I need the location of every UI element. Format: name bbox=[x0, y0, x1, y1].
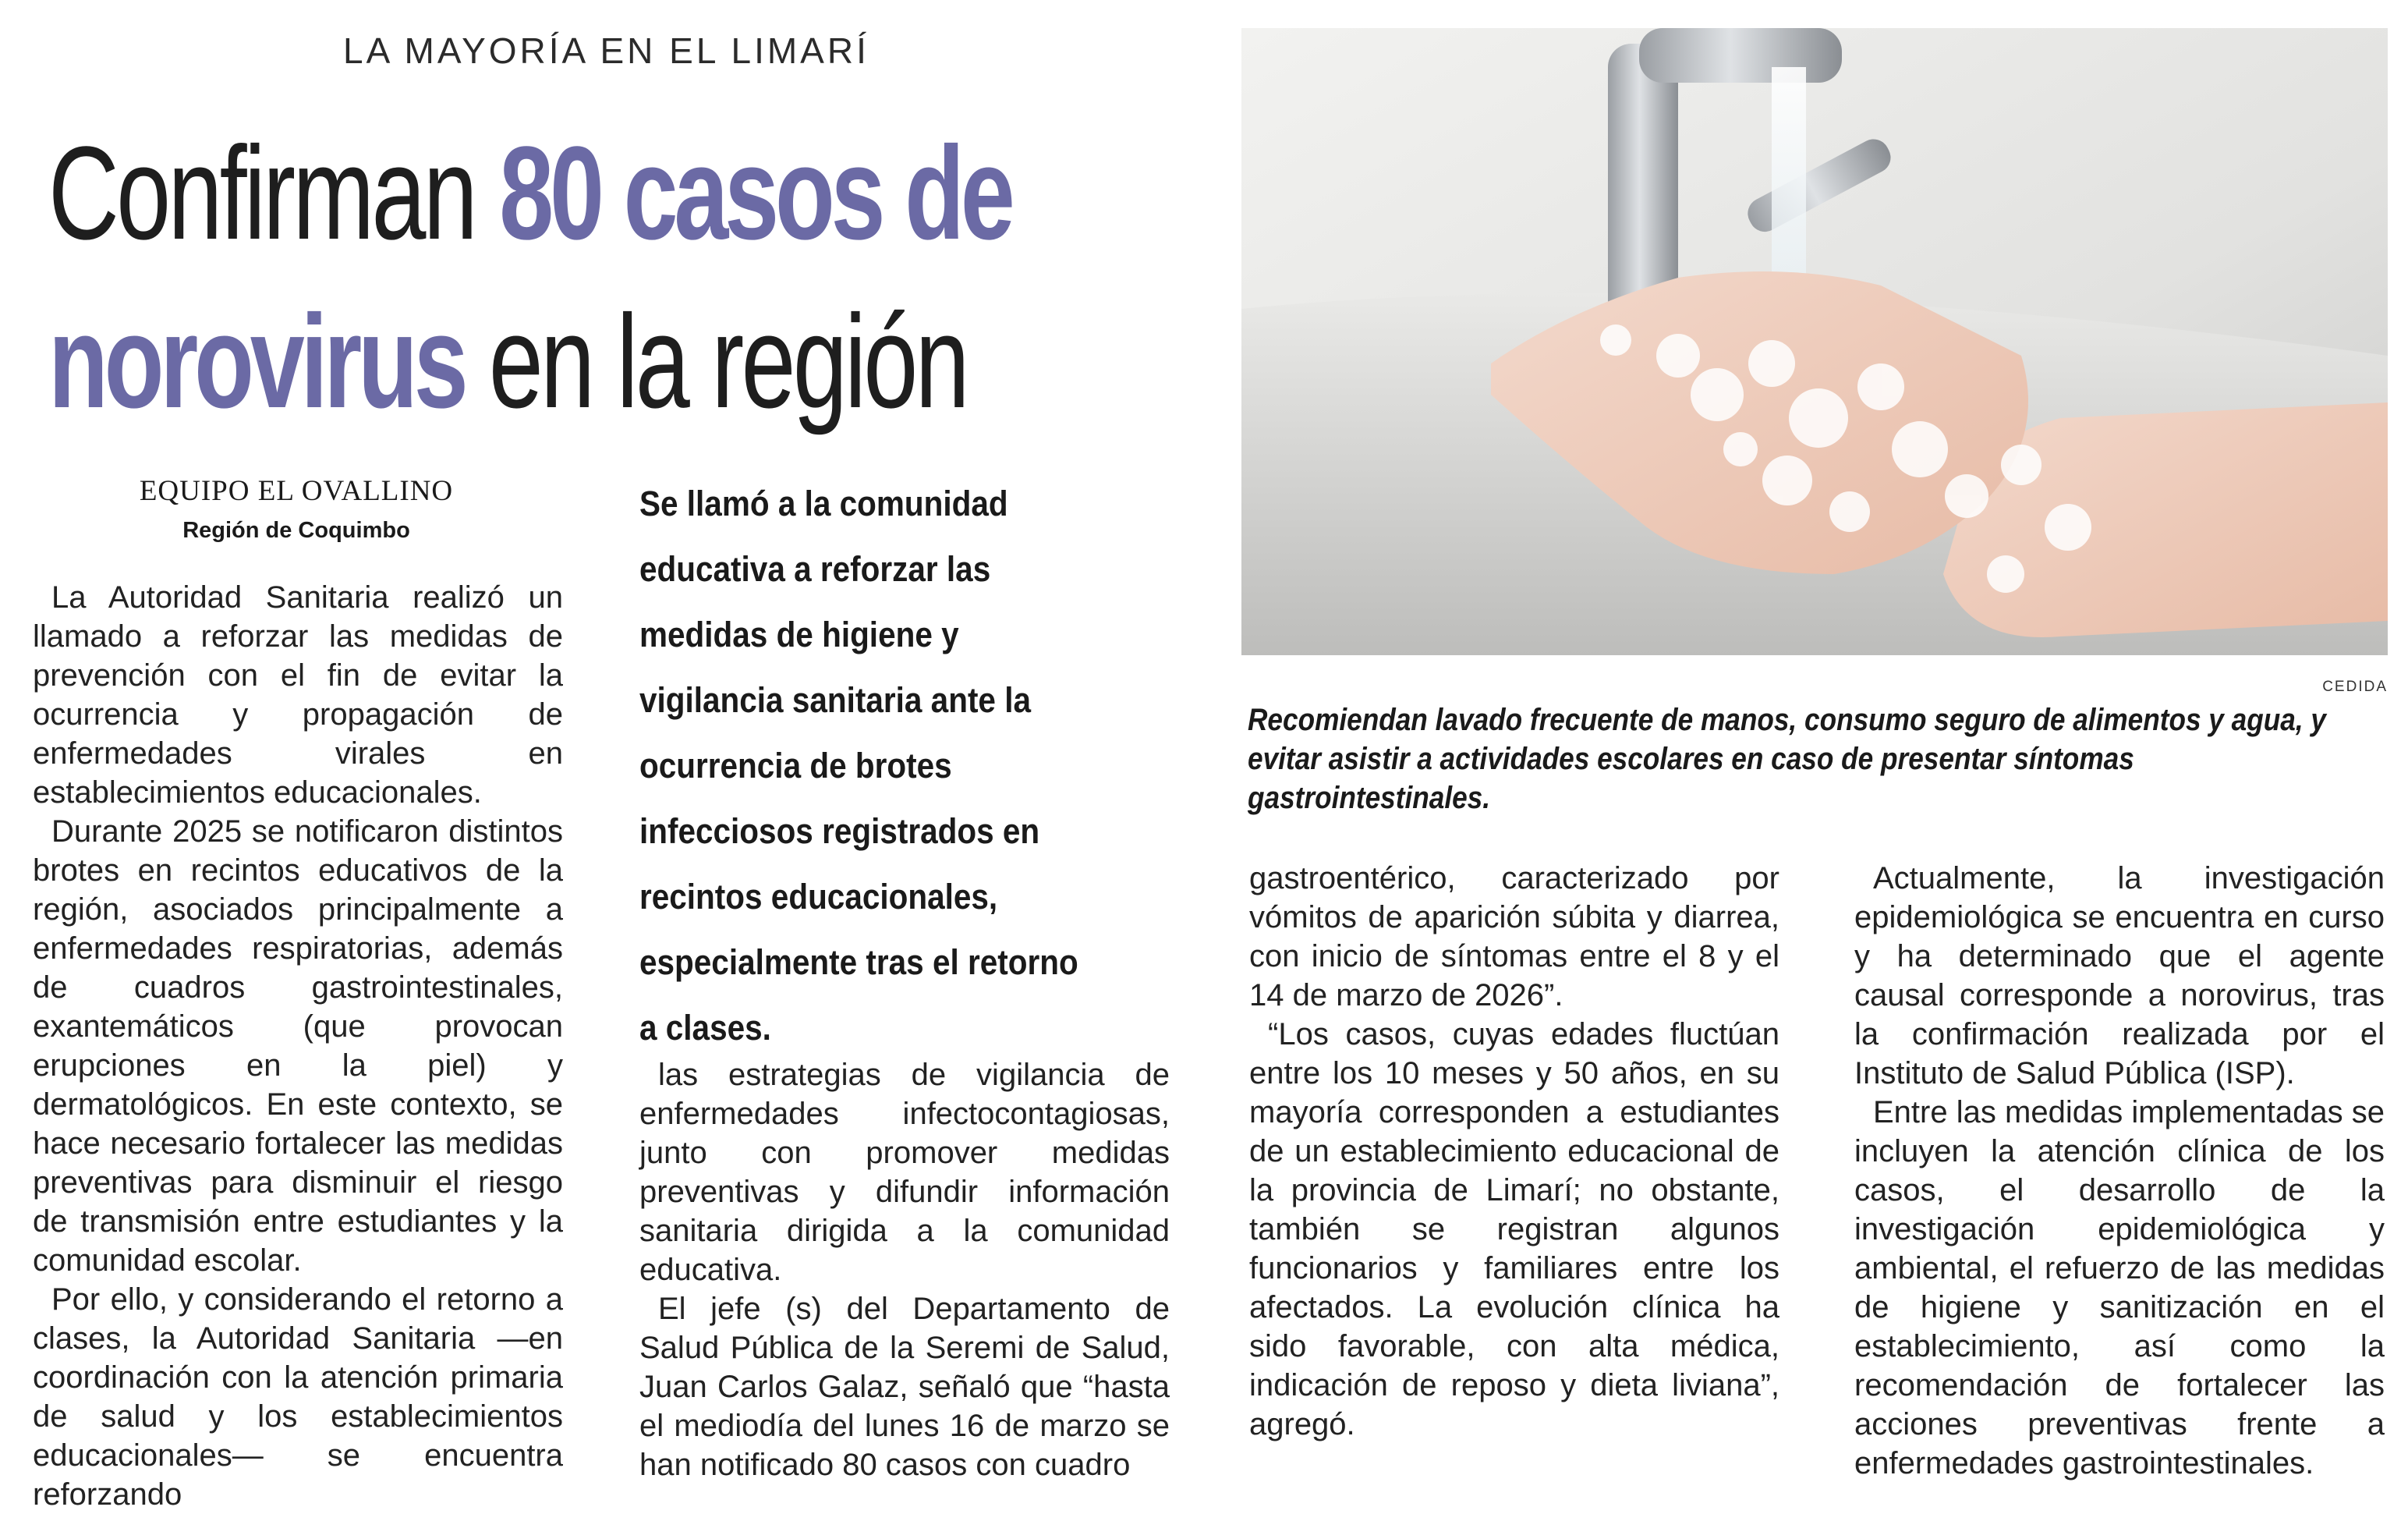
photo-caption: Recomiendan lavado frecuente de manos, consumo seguro de alimentos y agua, y evitar asistir a actividades escolares en caso de presentar síntomas gastrointestinales. bbox=[1248, 703, 2326, 815]
article-byline: EQUIPO EL OVALLINO bbox=[139, 475, 454, 507]
text-column-1 bbox=[33, 578, 563, 1514]
handwashing-illustration bbox=[1241, 28, 2388, 655]
paragraph: El jefe (s) del Departamento de Salud Pública de la Seremi de Salud, Juan Carlos Galaz, señaló que “hasta el mediodía del lunes 16 de marzo se han notificado 80 casos con cuadro bbox=[639, 1292, 1170, 1482]
paragraph: las estrategias de vigilancia de enfermedades infectocontagiosas, junto con promover medidas preventivas y difundir información sanitaria dirigida a la comunidad educativa. bbox=[639, 1058, 1170, 1287]
pull-quote: Se llamó a la comunidad educativa a reforzar las medidas de higiene y vigilancia sanitaria ante la ocurrencia de brotes infecciosos registrados en recintos educacionales, especialmente tras el retorno a clases. bbox=[639, 484, 1078, 1048]
paragraph: Durante 2025 se notificaron distintos brotes en recintos educativos de la región, asociados principalmente a enfermedades respiratorias, además de cuadros gastrointestinales, exantemáticos (que provocan erupciones en la piel) y dermatológicos. En este contexto, se hace necesario fortalecer las medidas preventivas para disminuir el riesgo de transmisión entre estudiantes y la comunidad escolar. bbox=[33, 814, 563, 1278]
paragraph: gastroentérico, caracterizado por vómitos de aparición súbita y diarrea, con inicio de síntomas entre el 8 y el 14 de marzo de 2026”. bbox=[1249, 861, 1779, 1012]
article-kicker: LA MAYORÍA EN EL LIMARÍ bbox=[343, 30, 869, 71]
article-headline bbox=[48, 109, 1011, 446]
article-photo bbox=[1241, 28, 2388, 655]
paragraph: “Los casos, cuyas edades fluctúan entre los 10 meses y 50 años, en su mayoría corresponden a estudiantes de un establecimiento educacional de la provincia de Limarí; no obstante, también se registran algunos funcionarios y familiares entre los afectados. La evolución clínica ha sido favorable, con alta médica, indicación de reposo y dieta liviana”, agregó. bbox=[1249, 1017, 1779, 1441]
text-column-4 bbox=[1854, 859, 2385, 1483]
paragraph: Por ello, y considerando el retorno a clases, la Autoridad Sanitaria —en coordinación con la atención primaria de salud y los establecimientos educacionales— se encuentra reforzando bbox=[33, 1282, 563, 1512]
headline-highlight-2: norovirus bbox=[48, 288, 465, 436]
text-column-2 bbox=[639, 1055, 1170, 1484]
headline-part-1: Confirman bbox=[48, 119, 500, 268]
paragraph: Actualmente, la investigación epidemiológica se encuentra en curso y ha determinado que el agente causal corresponde a norovirus, tras la confirmación realizada por el Instituto de Salud Pública (ISP). bbox=[1854, 861, 2385, 1090]
text-column-3 bbox=[1249, 859, 1779, 1444]
paragraph: La Autoridad Sanitaria realizó un llamado a reforzar las medidas de prevención con el fin de evitar la ocurrencia y propagación de enfermedades virales en establecimientos educacionales. bbox=[33, 580, 563, 810]
headline-highlight-1: 80 casos de bbox=[499, 119, 1011, 268]
faucet-spout bbox=[1639, 28, 1842, 83]
photo-credit: CEDIDA bbox=[2322, 679, 2388, 695]
article-byline-location: Región de Coquimbo bbox=[182, 518, 410, 543]
headline-part-2: en la región bbox=[464, 288, 967, 436]
paragraph: Entre las medidas implementadas se incluyen la atención clínica de los casos, el desarrollo de la investigación epidemiológica y ambiental, el refuerzo de las medidas de higiene y sanitización en el establecimiento, así como la recomendación de fortalecer las acciones preventivas frente a enfermedades gastrointestinales. bbox=[1854, 1095, 2385, 1480]
